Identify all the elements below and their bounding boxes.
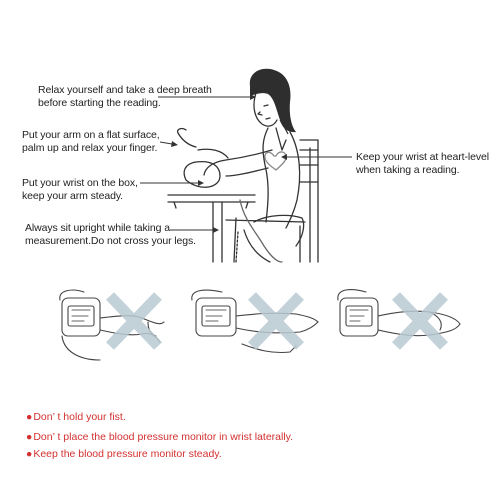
x-mark-icon — [252, 296, 300, 346]
warning-item — [26, 431, 293, 443]
instruction-relax-line1: Relax yourself and take a deep breath — [38, 84, 212, 96]
warning-text: Don’ t place the blood pressure monitor in wrist laterally. — [33, 431, 294, 443]
instruction-sit-upright — [25, 222, 196, 248]
instruction-wrist-box — [22, 177, 138, 203]
instruction-sit-upright-line2: measurement.Do not cross your legs. — [25, 235, 196, 247]
instruction-wrist-box-line2: keep your arm steady. — [22, 190, 124, 202]
warning-text: Keep the blood pressure monitor steady. — [33, 448, 222, 460]
instruction-heart-level-line1: Keep your wrist at heart-level — [356, 151, 489, 163]
leader-arrowheads — [171, 94, 287, 233]
warning-bullet: ● — [26, 411, 33, 423]
instruction-relax — [38, 84, 212, 110]
leader-lines — [140, 97, 352, 230]
instruction-arm-surface — [22, 129, 160, 155]
x-mark-icon — [396, 296, 444, 346]
instruction-relax-line2: before starting the reading. — [38, 97, 161, 109]
warning-bullet: ● — [26, 448, 33, 460]
warning-item — [26, 448, 222, 460]
instruction-wrist-box-line1: Put your wrist on the box, — [22, 177, 138, 189]
hair-drawing — [250, 69, 296, 132]
warning-item — [26, 411, 126, 423]
warning-bullet: ● — [26, 431, 33, 443]
instruction-arm-surface-line2: palm up and relax your finger. — [22, 142, 158, 154]
instruction-sit-upright-line1: Always sit upright while taking a — [25, 222, 170, 234]
warning-text: Don’ t hold your fist. — [33, 411, 126, 423]
instruction-arm-surface-line1: Put your arm on a flat surface, — [22, 129, 160, 141]
instruction-heart-level-line2: when taking a reading. — [356, 164, 460, 176]
instruction-heart-level — [356, 151, 489, 177]
